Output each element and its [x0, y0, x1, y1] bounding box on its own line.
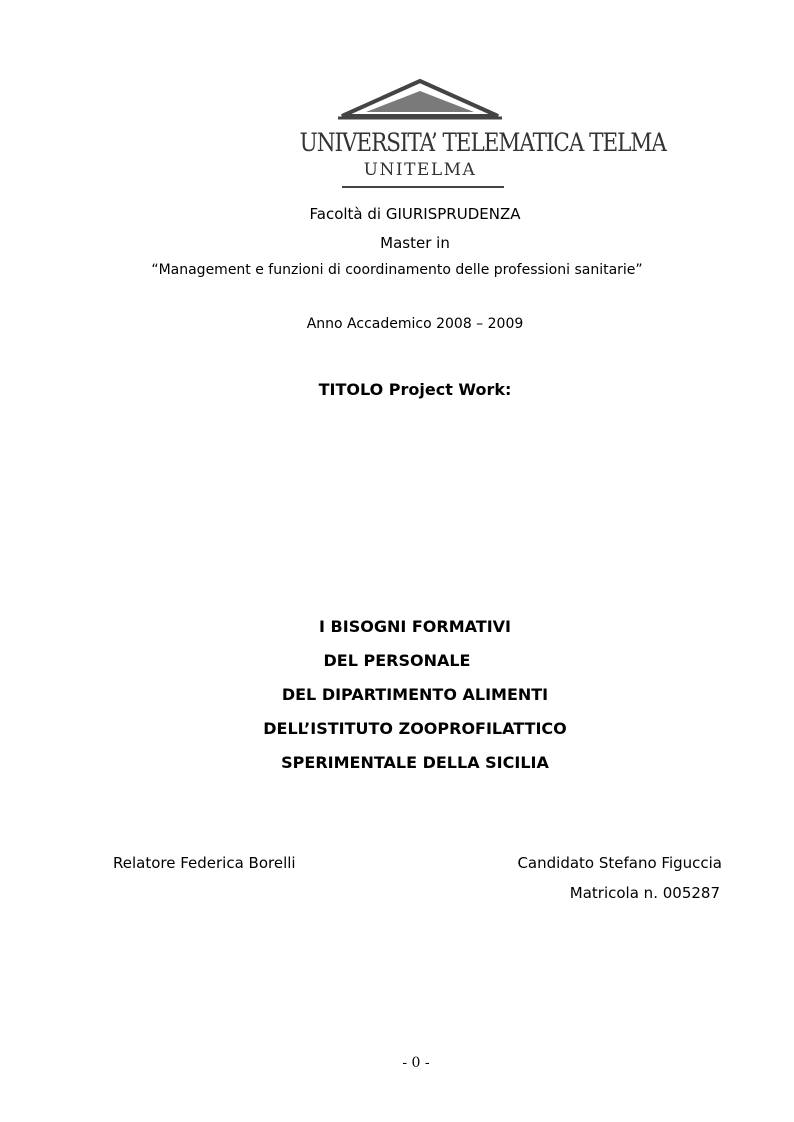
master-label: Master in — [380, 234, 450, 252]
logo-short-name: UNITELMA — [363, 160, 477, 180]
faculty-name: Facoltà di GIURISPRUDENZA — [309, 205, 521, 223]
page-number: - 0 - — [402, 1055, 430, 1071]
project-title-line: I BISOGNI FORMATIVI — [319, 617, 511, 636]
project-title-line: DEL PERSONALE — [323, 651, 471, 670]
candidate-name: Candidato Stefano Figuccia — [517, 854, 722, 872]
academic-year: Anno Accademico 2008 – 2009 — [306, 316, 524, 332]
title-label: TITOLO Project Work: — [318, 380, 512, 399]
logo-university-name: UNIVERSITA’ TELEMATICA TELMA — [299, 128, 666, 157]
university-logo — [280, 78, 666, 193]
pediment-logo-icon — [338, 78, 502, 120]
course-name: “Management e funzioni di coordinamento delle professioni sanitarie” — [151, 262, 643, 278]
project-title-line: DEL DIPARTIMENTO ALIMENTI — [281, 685, 549, 704]
student-id: Matricola n. 005287 — [569, 884, 720, 902]
logo-underline — [342, 186, 504, 188]
supervisor-name: Relatore Federica Borelli — [113, 854, 296, 872]
project-title-line: SPERIMENTALE DELLA SICILIA — [281, 753, 549, 772]
project-title-line: DELL’ISTITUTO ZOOPROFILATTICO — [263, 719, 567, 738]
